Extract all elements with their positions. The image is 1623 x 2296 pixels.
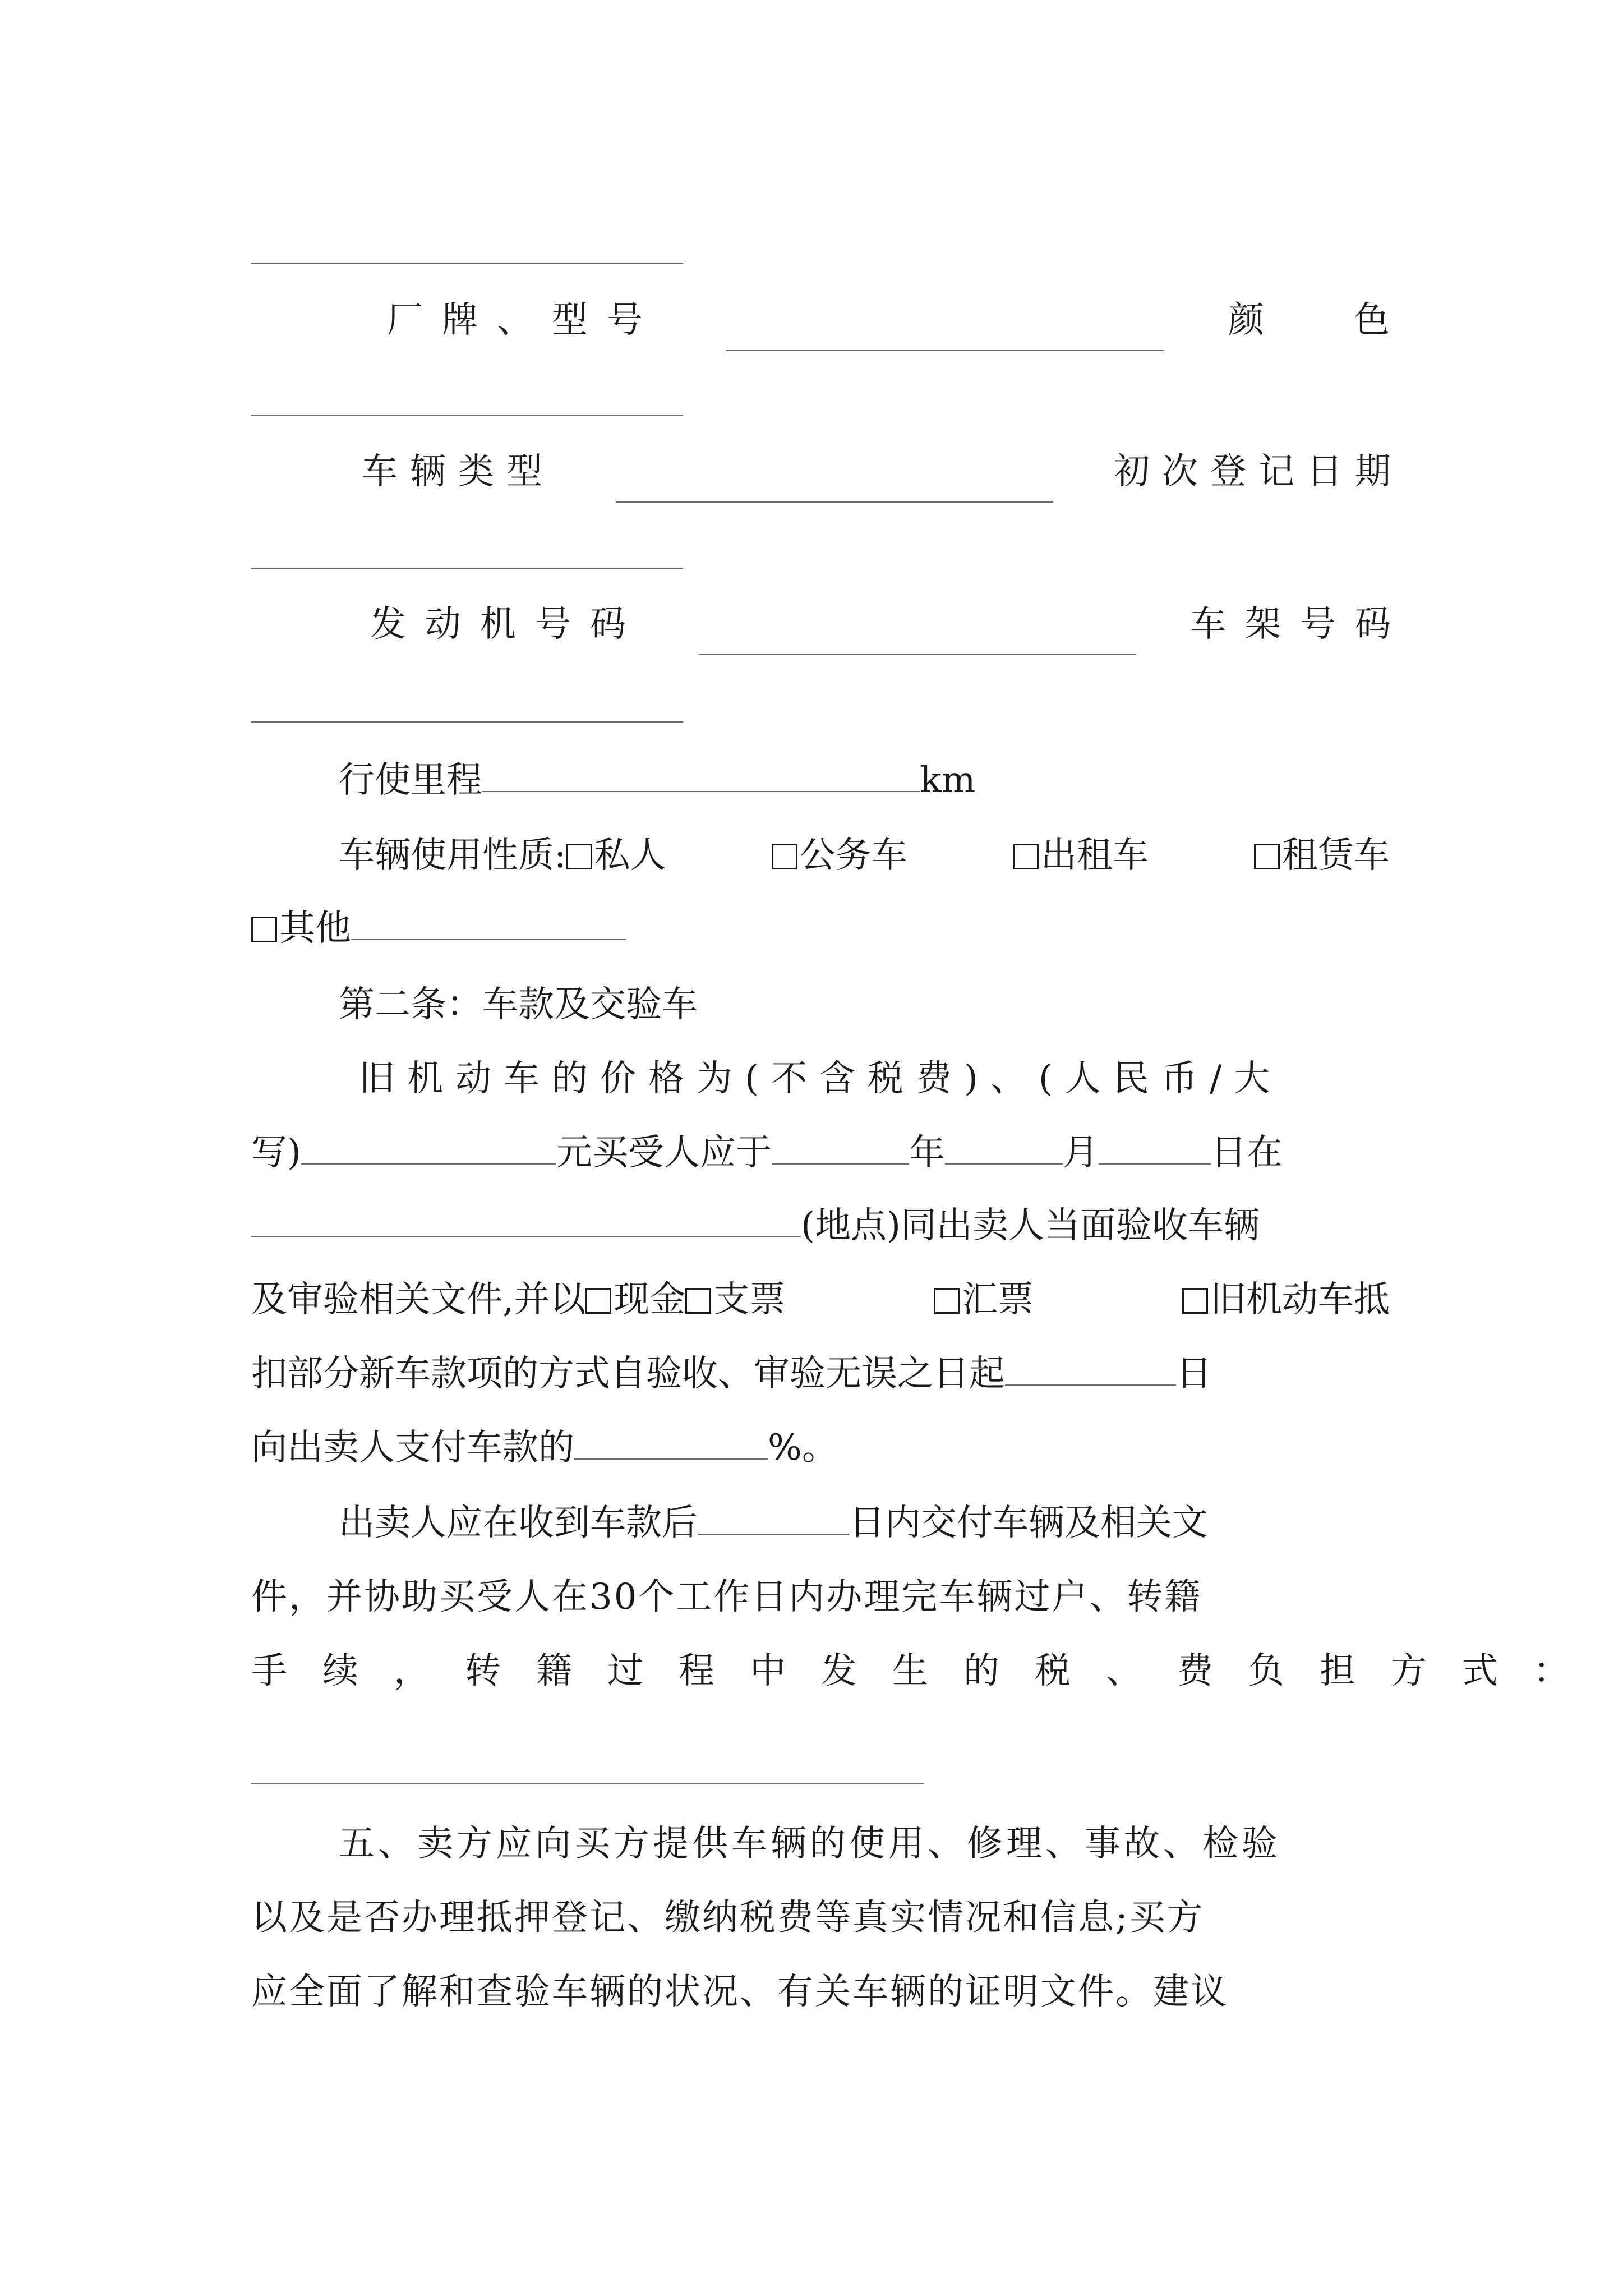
- price-text-5-wrap: [251, 1269, 785, 1331]
- day-label: 日在: [1210, 1132, 1283, 1174]
- vehicle-type-label: 车辆类型: [362, 451, 555, 493]
- vehicle-type-row: [362, 441, 1403, 503]
- checkbox-rental[interactable]: [1254, 844, 1280, 869]
- checkbox-check[interactable]: [685, 1288, 711, 1314]
- checkbox-trade-in[interactable]: [1182, 1288, 1208, 1314]
- price-text-8: 向出卖人支付车款的: [251, 1427, 574, 1469]
- blank-line: [251, 568, 683, 569]
- option-other: 其他: [279, 908, 351, 949]
- article-2-title: 第二条：车款及交验车: [339, 984, 698, 1025]
- other-blank[interactable]: [351, 900, 626, 940]
- usage-nature-label-text: 车辆使用性质:: [339, 835, 566, 876]
- price-text-2: 写): [251, 1132, 301, 1174]
- price-line-1: [359, 1048, 1390, 1110]
- delivery-line-2: 件，并协助买受人在30个工作日内办理完车辆过户、转籍: [251, 1576, 1202, 1618]
- brand-model-label: 厂牌、型号: [387, 300, 662, 341]
- delivery-text-2: 日内交付车辆及相关文: [849, 1502, 1208, 1544]
- option-rental: 租赁车: [1281, 835, 1390, 876]
- blank-line: [251, 721, 683, 723]
- price-text-9: %。: [768, 1427, 838, 1469]
- price-line-2: [251, 1122, 1390, 1184]
- option-official: 公务车: [799, 835, 907, 876]
- price-line-5: [251, 1343, 1390, 1405]
- engine-number-row: [370, 593, 1410, 655]
- price-line-3: [251, 1195, 1390, 1257]
- percent-blank[interactable]: [574, 1419, 768, 1460]
- brand-model-row: [387, 289, 1479, 351]
- frame-number-label: 车架号码: [1190, 604, 1410, 645]
- checkbox-private[interactable]: [566, 844, 592, 869]
- price-text-1: 旧机动车的价格为(不含税费)、(人民币/大: [359, 1058, 1283, 1099]
- option-official-wrap: [772, 825, 907, 886]
- mileage-unit: km: [920, 760, 976, 801]
- year-blank[interactable]: [772, 1124, 909, 1165]
- usage-other-row: [251, 898, 1390, 959]
- clause-5-line-1: 五、卖方应向买方提供车辆的使用、修理、事故、检验: [339, 1823, 1281, 1865]
- option-cash: 现金: [614, 1279, 686, 1320]
- color-label: [1228, 289, 1479, 351]
- engine-number-label: 发动机号码: [370, 604, 645, 645]
- usage-nature-row: [339, 825, 1390, 886]
- price-text-7: 日: [1176, 1353, 1212, 1395]
- month-label: 月: [1062, 1132, 1099, 1174]
- price-text-6: 扣部分新车款项的方式自验收、审验无误之日起: [251, 1353, 1005, 1395]
- option-draft: 汇票: [962, 1279, 1034, 1320]
- price-text-4: (地点)同出卖人当面验收车辆: [801, 1205, 1260, 1246]
- delivery-text-3: 手续，转籍过程中发生的税、费负担方式：: [251, 1650, 1604, 1692]
- delivery-line-1: [339, 1492, 1477, 1554]
- engine-number-blank[interactable]: [699, 615, 1136, 655]
- checkbox-official[interactable]: [772, 844, 797, 869]
- first-registration-label: 初次登记日期: [1114, 451, 1403, 493]
- color-label-text: 颜色: [1228, 300, 1479, 341]
- mileage-blank[interactable]: [482, 752, 920, 792]
- price-amount-blank[interactable]: [301, 1124, 556, 1165]
- checkbox-taxi[interactable]: [1013, 844, 1039, 869]
- location-blank[interactable]: [251, 1197, 801, 1237]
- price-line-4: [251, 1269, 1390, 1331]
- price-text-3: 元买受人应于: [556, 1132, 772, 1174]
- mileage-row: [339, 749, 1477, 811]
- mileage-label: 行使里程: [339, 760, 482, 801]
- option-trade-in: 旧机动车抵: [1210, 1279, 1390, 1320]
- option-draft-wrap: [934, 1269, 1034, 1331]
- checkbox-other[interactable]: [251, 917, 277, 942]
- price-line-6: [251, 1417, 1390, 1479]
- option-rental-wrap: [1254, 825, 1390, 886]
- year-label: 年: [909, 1132, 945, 1174]
- option-trade-in-wrap: [1182, 1269, 1390, 1331]
- blank-line: [251, 263, 683, 264]
- delivery-days-blank[interactable]: [698, 1494, 849, 1535]
- option-private: 私人: [594, 835, 666, 876]
- blank-line: [251, 415, 683, 416]
- option-taxi: 出租车: [1040, 835, 1149, 876]
- month-blank[interactable]: [945, 1124, 1063, 1165]
- option-check: 支票: [713, 1279, 786, 1320]
- day-blank[interactable]: [1099, 1124, 1211, 1165]
- option-taxi-wrap: [1013, 825, 1149, 886]
- vehicle-type-blank[interactable]: [616, 462, 1053, 503]
- tax-fee-blank[interactable]: [251, 1783, 924, 1784]
- brand-model-blank[interactable]: [726, 311, 1164, 351]
- delivery-line-3: [251, 1640, 1604, 1702]
- clause-5-line-2: 以及是否办理抵押登记、缴纳税费等真实情况和信息;买方: [251, 1897, 1205, 1939]
- days-blank[interactable]: [1005, 1345, 1176, 1386]
- usage-nature-label: [339, 825, 666, 886]
- delivery-text-1: 出卖人应在收到车款后: [339, 1502, 698, 1544]
- clause-5-line-3: 应全面了解和查验车辆的状况、有关车辆的证明文件。建议: [251, 1971, 1228, 2013]
- checkbox-cash[interactable]: [585, 1288, 611, 1314]
- checkbox-draft[interactable]: [934, 1288, 960, 1314]
- price-text-5: 及审验相关文件,并以: [251, 1279, 586, 1320]
